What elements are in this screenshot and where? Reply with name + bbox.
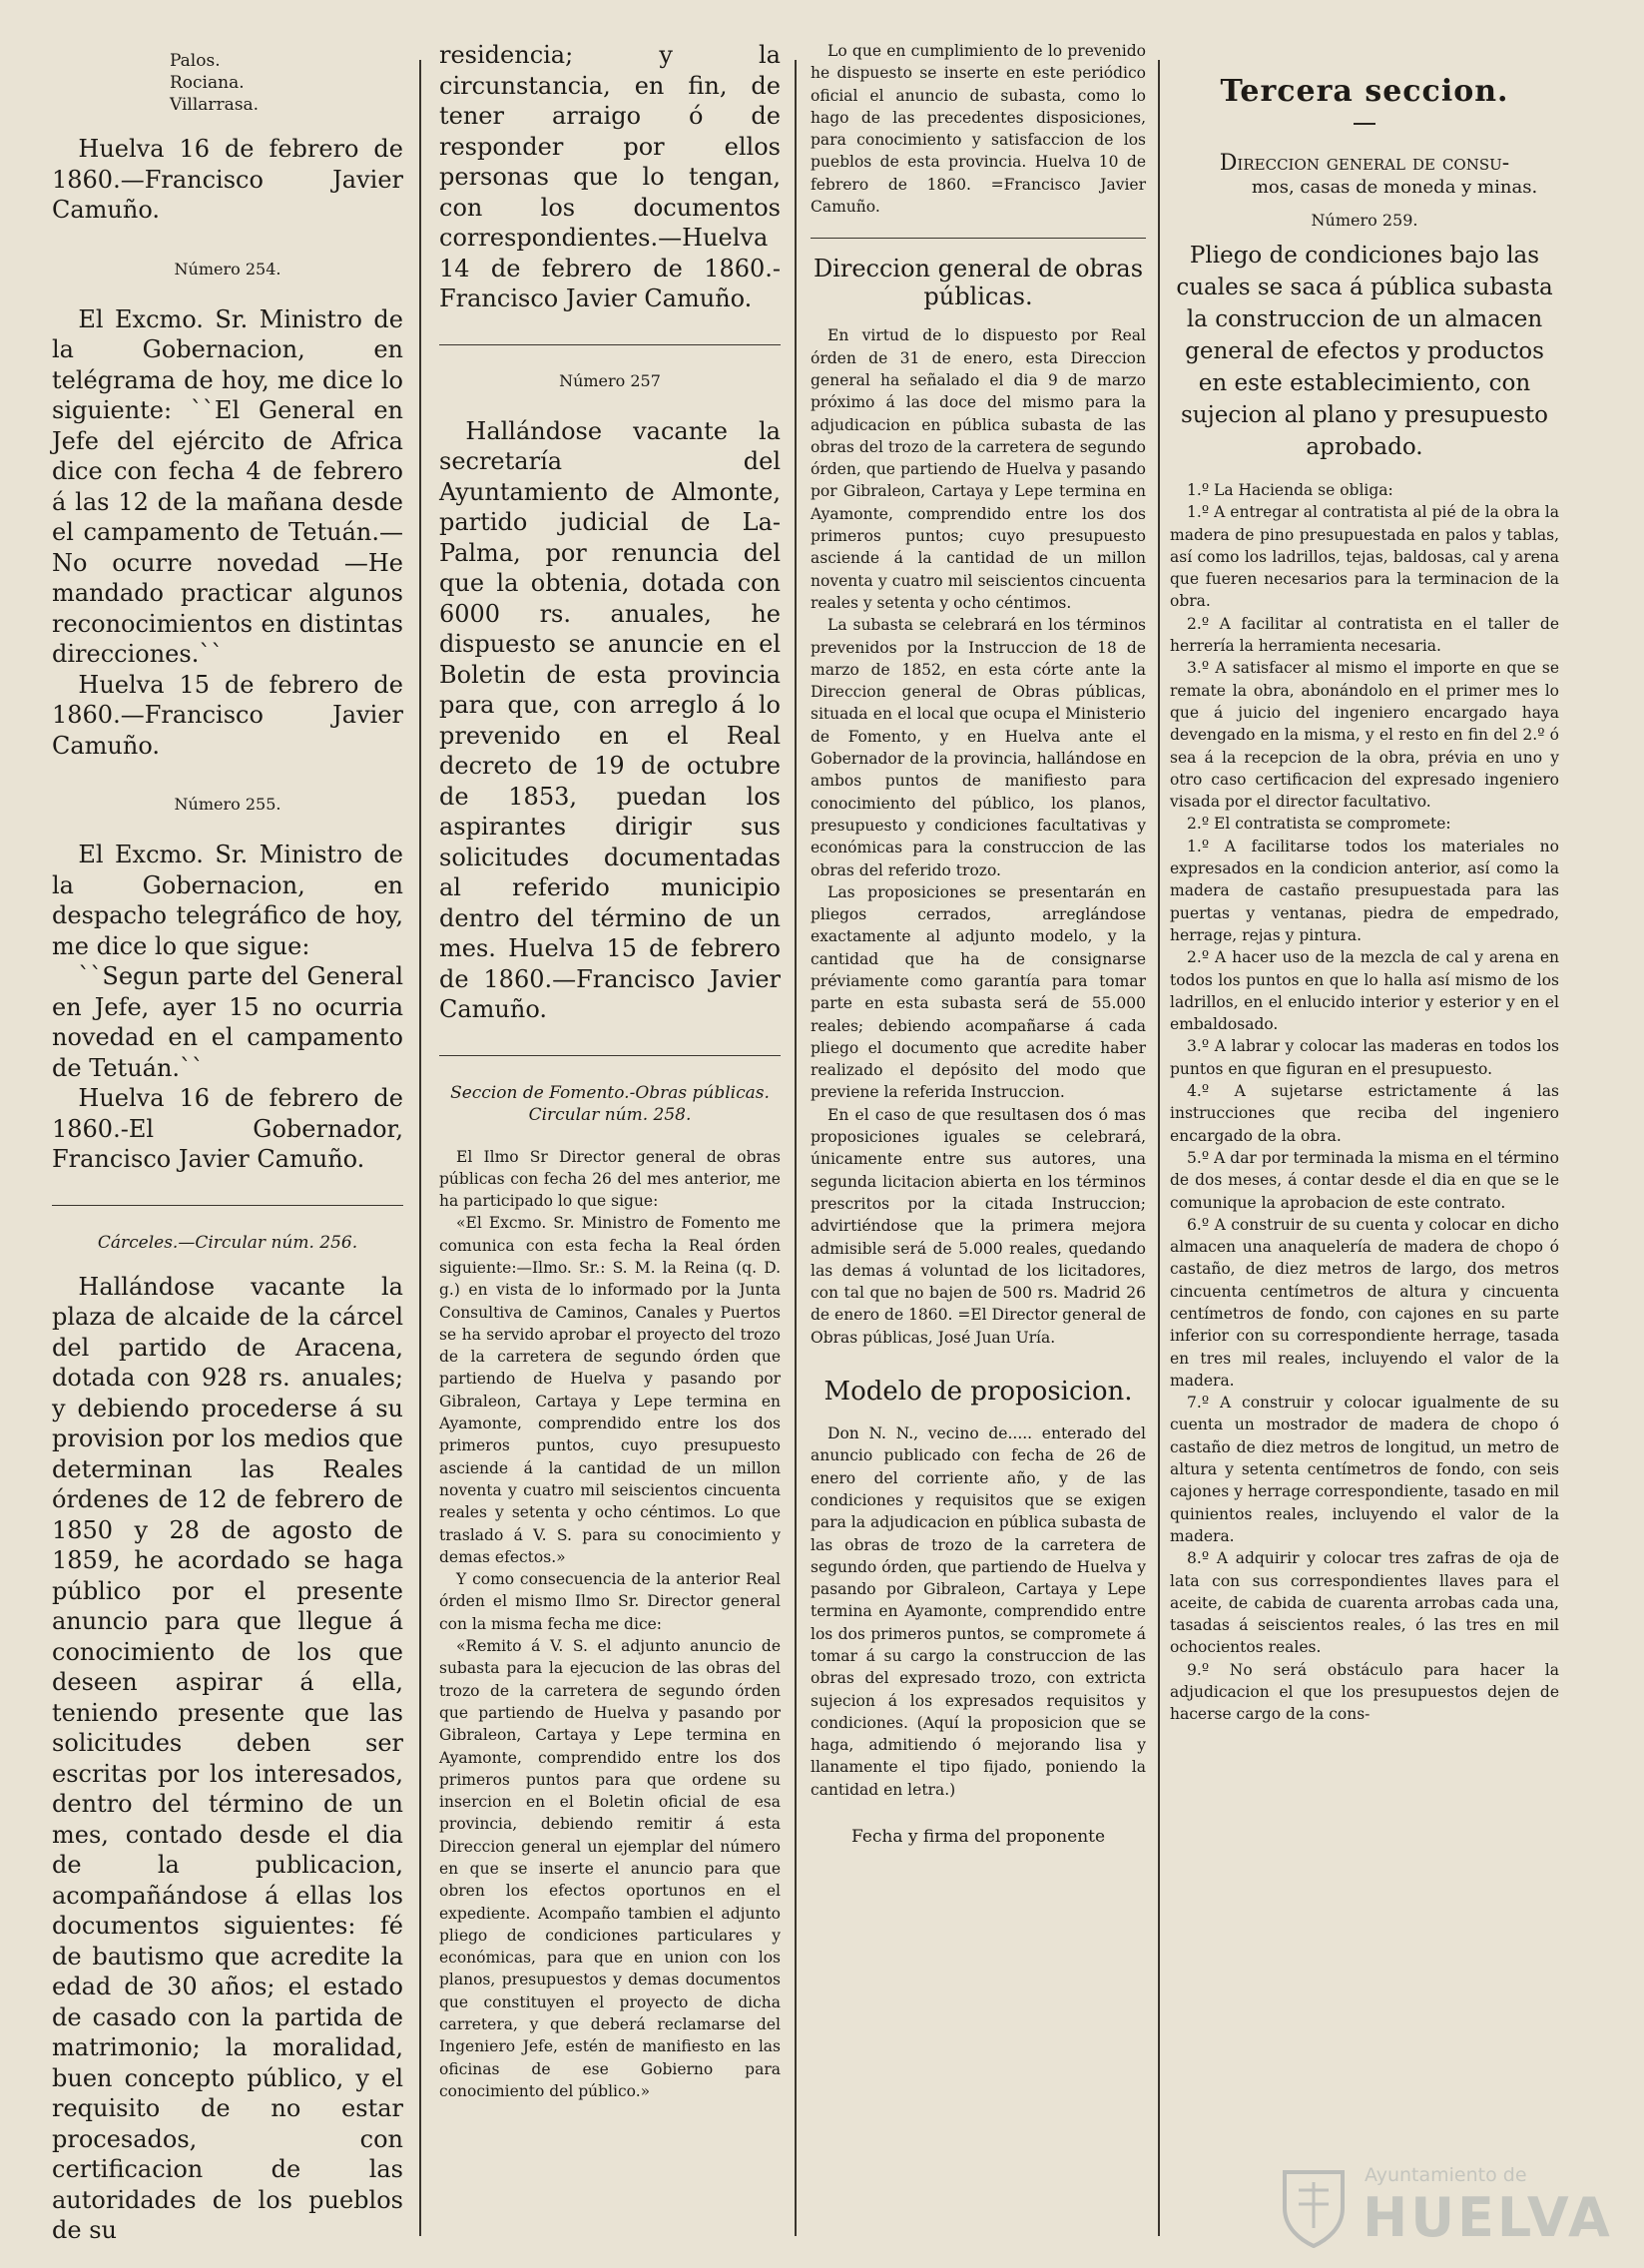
number-heading: Número 255. [174,795,281,814]
ayuntamiento-watermark [1279,2158,1613,2254]
number-heading: Número 259. [1311,211,1418,230]
paragraph-254: El Excmo. Sr. Ministro de la Gobernacion, en telégrama de hoy, me dice lo siguiente: ``El General en Jefe del ejército de Africa dice con fecha 4 de febrero á las 12 de la mañana desde el campamento de Tetuán.—No ocurre novedad —He mandado practicar algunos reconocimientos en distintas direcciones.`` [52,304,403,668]
number-heading: Número 254. [174,259,281,279]
paragraph-257: Hallándose vacante la secretaría del Ayuntamiento de Almonte, partido judicial de La-Palma, por renuncia del que la obtenia, dotada con 6000 rs. anuales, he dispuesto se anuncie en el Boletin de esta provincia para que, con arreglo á lo prevenido en el Real decreto de 19 de octubre de 1853, puedan los aspirantes dirigir sus solicitudes documentadas al referido municipio dentro del término de un mes. Huelva 15 de febrero de 1860.—Francisco Javier Camuño. [439,416,781,1023]
paragraph-subasta-2: La subasta se celebrará en los términos prevenidos por la Instruccion de 18 de marzo de 1852, en esta córte ante la Direccion general de Obras públicas, situada en el local que ocupa el Ministerio de Fomento, y en Huelva ante el Gobernador de la provincia, hallándose en ambos puntos de manifiesto para conocimiento del público, los planos, presupuesto y condiciones facultativas y económicas para la construccion de las obras del referido trozo. [811,616,1146,879]
condition-item: 2.º A facilitar al contratista en el taller de herrería la herramienta necesaria. [1170,614,1559,656]
heading-direccion-consumos [1170,151,1559,199]
column-4 [1170,40,1559,1726]
pliego-title: Pliego de condiciones bajo las cuales se saca á pública subasta la construccion de un almacen general de efectos y productos en este establecimiento, con sujecion al plano y presupuesto aprobado. [1176,243,1553,460]
condition-item: 6.º A construir de su cuenta y colocar en dicho almacen una anaquelería de madera de chopo ó castaño, de diez metros de largo, dos metros cincuenta centímetros de altura y cincuenta centímetros de fondo, con cajones en su parte inferior con su correspondiente herrage, tasada en tres mil reales, incluyendo el valor de la madera. [1170,1215,1559,1390]
number-heading: Número 257 [559,370,661,390]
divider [811,238,1146,239]
heading-direccion-obras: Direccion general de obras públicas. [813,255,1144,311]
paragraph-258-continued: Lo que en cumplimiento de lo prevenido he dispuesto se inserte en este periódico oficial el anuncio de subasta, como lo hago de las precedentes disposiciones, para conocimiento y satisfaccion de los pueblos de esta provincia. Huelva 10 de febrero de 1860. =Francisco Javier Camuño. [811,42,1146,217]
heading-modelo: Modelo de proposicion. [823,1377,1133,1408]
paragraph-256: Hallándose vacante la plaza de alcaide de la cárcel del partido de Aracena, dotada con 928 rs. anuales; y debiendo procederse á su provision por los medios que determinan las Reales órdenes de 12 de febrero de 1850 y 28 de agosto de 1859, he acordado se haga público por el presente anuncio para que llegue á conocimiento de los que deseen aspirar á ella, teniendo presente que las solicitudes deben ser escritas por los interesados, dentro del término de un mes, contado desde el dia de la publicacion, acompañándose á ellas los documentos siguientes: fé de bautismo que acredite la edad de 30 años; el estado de casado con la partida de matrimonio; la moralidad, buen concepto público, y el requisito de no estar procesados, con certificacion de las autoridades de los pueblos de su [52,1272,403,2244]
condition-item: 3.º A labrar y colocar las maderas en todos los puntos en que figuran en el presupuesto. [1170,1037,1559,1078]
condition-item: 1.º A facilitarse todos los materiales no expresados en la condicion anterior, así como la madera de castaño presupuestada para las puertas y ventanas, piedra de empedrado, herrage, rejas y pintura. [1170,837,1559,944]
dir-line-2: mos, casas de moneda y minas. [1251,177,1538,198]
condition-item: 7.º A construir y colocar igualmente de su cuenta un mostrador de madera de chopo ó castaño de diez metros de longitud, un metro de altura y setenta centímetros de fondo, con seis cajones y herrage correspondiente, tasado en mil quinientos reales, incluyendo el valor de la madera. [1170,1394,1559,1545]
signature-254: Huelva 15 de febrero de 1860.—Francisco Javier Camuño. [52,670,403,760]
paragraph-subasta-4: En el caso de que resultasen dos ó mas proposiciones iguales se celebrará, únicamente entre sus autores, una segunda licitacion abierta en los términos prescritos por la citada Instruccion; advirtiéndose que la primera mejora admisible será de 5.000 reales, quedando las demas á voluntad de los licitadores, con tal que no bajen de 500 rs. Madrid 26 de enero de 1860. =El Director general de Obras públicas, José Juan Uría. [811,1105,1146,1347]
column-rule-2 [795,60,797,2236]
signature-huelva-16: Huelva 16 de febrero de 1860.—Francisco Javier Camuño. [52,135,403,224]
paragraph-subasta-1: En virtud de lo dispuesto por Real órden de 31 de enero, esta Direccion general ha señalado el dia 9 de marzo próximo á las doce del mismo para la adjudicacion en pública subasta de las obras del trozo de la carretera de segundo órden, que partiendo de Huelva y pasando por Gibraleon, Cartaya y Lepe termina en Ayamonte, comprendido entre los dos primeros puntos; cuyo presupuesto asciende á la cantidad de un millon noventa y cuatro mil seiscientos cincuenta reales y setenta y ocho céntimos. [811,326,1146,612]
paragraph-258d: «Remito á V. S. el adjunto anuncio de subasta para la ejecucion de las obras del trozo de la carretera de segundo órden que partiendo de Huelva y pasando por Gibraleon, Cartaya y Lepe termina en Ayamonte, comprendido entre los dos primeros puntos para que ordene su insercion en el Boletin oficial de esa provincia, debiendo remitir á esta Direccion general un ejemplar del número en que se inserte el anuncio para que obren los efectos oportunos en el expediente. Acompaño tambien el adjunto pliego de condiciones particulares y económicas, para que en union con los planos, presupuestos y demas documentos que constituyen el proyecto de dicha carretera, y que deberá reclamarse del Ingeniero Jefe, estén de manifiesto en las oficinas de ese Gobierno para conocimiento del público.» [439,1637,781,2100]
coat-of-arms-icon [1279,2164,1349,2248]
divider [52,1205,403,1206]
condition-item: 1.º A entregar al contratista al pié de la obra la madera de pino presupuestada en palos y tablas, así como los ladrillos, tejas, baldosas, cal y arena que fueren necesarios para la terminacion de la obra. [1170,503,1559,611]
section-title: Tercera seccion. [1220,74,1509,109]
paragraph-subasta-3: Las proposiciones se presentarán en pliegos cerrados, arreglándose exactamente al adjunto modelo, y la cantidad que ha de consignarse préviamente como garantía para tomar parte en esta subasta será de 55.000 reales; debiendo acompañarse á cada pliego el documento que acredite haber realizado el depósito del modo que previene la referida Instruccion. [811,882,1146,1102]
watermark-title: HUELVA [1363,2186,1613,2249]
place-item: Villarrasa. [170,95,260,115]
section-heading-carceles: Cárceles.—Circular núm. 256. [97,1232,358,1253]
paragraph-255b: ``Segun parte del General en Jefe, ayer 15 no ocurria novedad en el campamento de Tetuán.`` [52,962,403,1082]
column-rule-1 [419,60,421,2236]
condition-item: 1.º La Hacienda se obliga: [1187,481,1393,499]
column-1 [52,50,403,2246]
places-list [170,50,403,116]
condition-item: 3.º A satisfacer al mismo el importe en que se remate la obra, abonándolo en el primer mes lo que á juicio del ingeniero encargado haya devengado en la misma, y el resto en fin del 2.º ó sea á la recepcion de la obra, prévia en uno y otro caso certificacion del expresado ingeniero visada por el director facultativo. [1170,659,1559,812]
condition-item: 9.º No será obstáculo para hacer la adjudicacion el que los presupuestos dejen de hacerse cargo de la cons- [1170,1660,1559,1724]
dir-line-1: Direccion general de consu- [1219,151,1510,176]
section-heading-fomento: Seccion de Fomento.-Obras públicas. Circular núm. 258. [450,1082,770,1125]
condition-item: 4.º A sujetarse estrictamente á las instrucciones que reciba del ingeniero encargado de la obra. [1170,1082,1559,1145]
place-item: Palos. [170,51,221,71]
place-item: Rociana. [170,73,245,93]
divider [439,1055,781,1056]
condition-item: 2.º El contratista se compromete: [1187,815,1451,834]
condition-item: 2.º A hacer uso de la mezcla de cal y arena en todos los puntos en que lo halla así mismo de los ladrillos, en el enlucido interior y esterior y en el embaldosado. [1170,948,1559,1034]
divider [439,344,781,345]
condition-item: 5.º A dar por terminada la misma en el término de dos meses, á contar desde el dia en que se le comunique la aprobacion de este contrato. [1170,1148,1559,1212]
paragraph-256-continued: residencia; y la circunstancia, en fin, de tener arraigo ó de responder por ellos personas que lo tengan, con los documentos correspondientes.—Huelva 14 de febrero de 1860.-Francisco Javier Camuño. [439,41,781,312]
condition-item: 8.º A adquirir y colocar tres zafras de oja de lata con sus correspondientes llaves para el aceite, de cabida de cuarenta arrobas cada una, tasadas á seiscientos reales, ó las tres en mil ochocientos reales. [1170,1549,1559,1657]
paragraph-258b: «El Excmo. Sr. Ministro de Fomento me comunica con esta fecha la Real órden siguiente:—Ilmo. Sr.: S. M. la Reina (q. D. g.) en vista de lo informado por la Junta Consultiva de Caminos, Canales y Puertos se ha servido aprobar el proyecto del trozo de la carretera de segundo órden que partiendo de Huelva y pasando por Gibraleon, Cartaya y Lepe termina en Ayamonte, comprendido entre los dos primeros puntos, cuyo presupuesto asciende á la cantidad de un millon noventa y cuatro mil seiscientos cincuenta reales y setenta y ocho céntimos. Lo que traslado á V. S. para su conocimiento y demas efectos.» [439,1214,781,1566]
column-3 [811,40,1146,1847]
column-2 [439,40,781,2102]
paragraph-258a: El Ilmo Sr Director general de obras públicas con fecha 26 del mes anterior, me ha participado lo que sigue: [439,1147,781,1211]
paragraph-258c: Y como consecuencia de la anterior Real órden el mismo Ilmo Sr. Director general con la misma fecha me dice: [439,1570,781,1633]
footer-fecha-firma: Fecha y firma del proponente [850,1827,1106,1848]
watermark-subtitle: Ayuntamiento de [1365,2164,1527,2186]
signature-255: Huelva 16 de febrero de 1860.-El Gobernador, Francisco Javier Camuño. [52,1084,403,1173]
paragraph-modelo: Don N. N., vecino de..... enterado del anuncio publicado con fecha de 26 de enero del corriente año, y de las condiciones y requisitos que se exigen para la adjudicacion en pública subasta de las obras de trozo de la carretera de segundo órden, que partiendo de Huelva y pasando por Gibraleon, Cartaya y Lepe termina en Ayamonte, comprendido entre los dos primeros puntos, se compromete á tomar á su cargo la construccion de las obras del expresado trozo, con extricta sujecion á los expresados requisitos y condiciones. (Aquí la proposicion que se haga, admitiendo ó mejorando lisa y llanamente el tipo fijado, poniendo la cantidad en letra.) [811,1424,1146,1799]
paragraph-255a: El Excmo. Sr. Ministro de la Gobernacion, en despacho telegráfico de hoy, me dice lo que sigue: [52,841,403,960]
column-rule-3 [1158,60,1160,2236]
short-rule [1354,123,1375,125]
